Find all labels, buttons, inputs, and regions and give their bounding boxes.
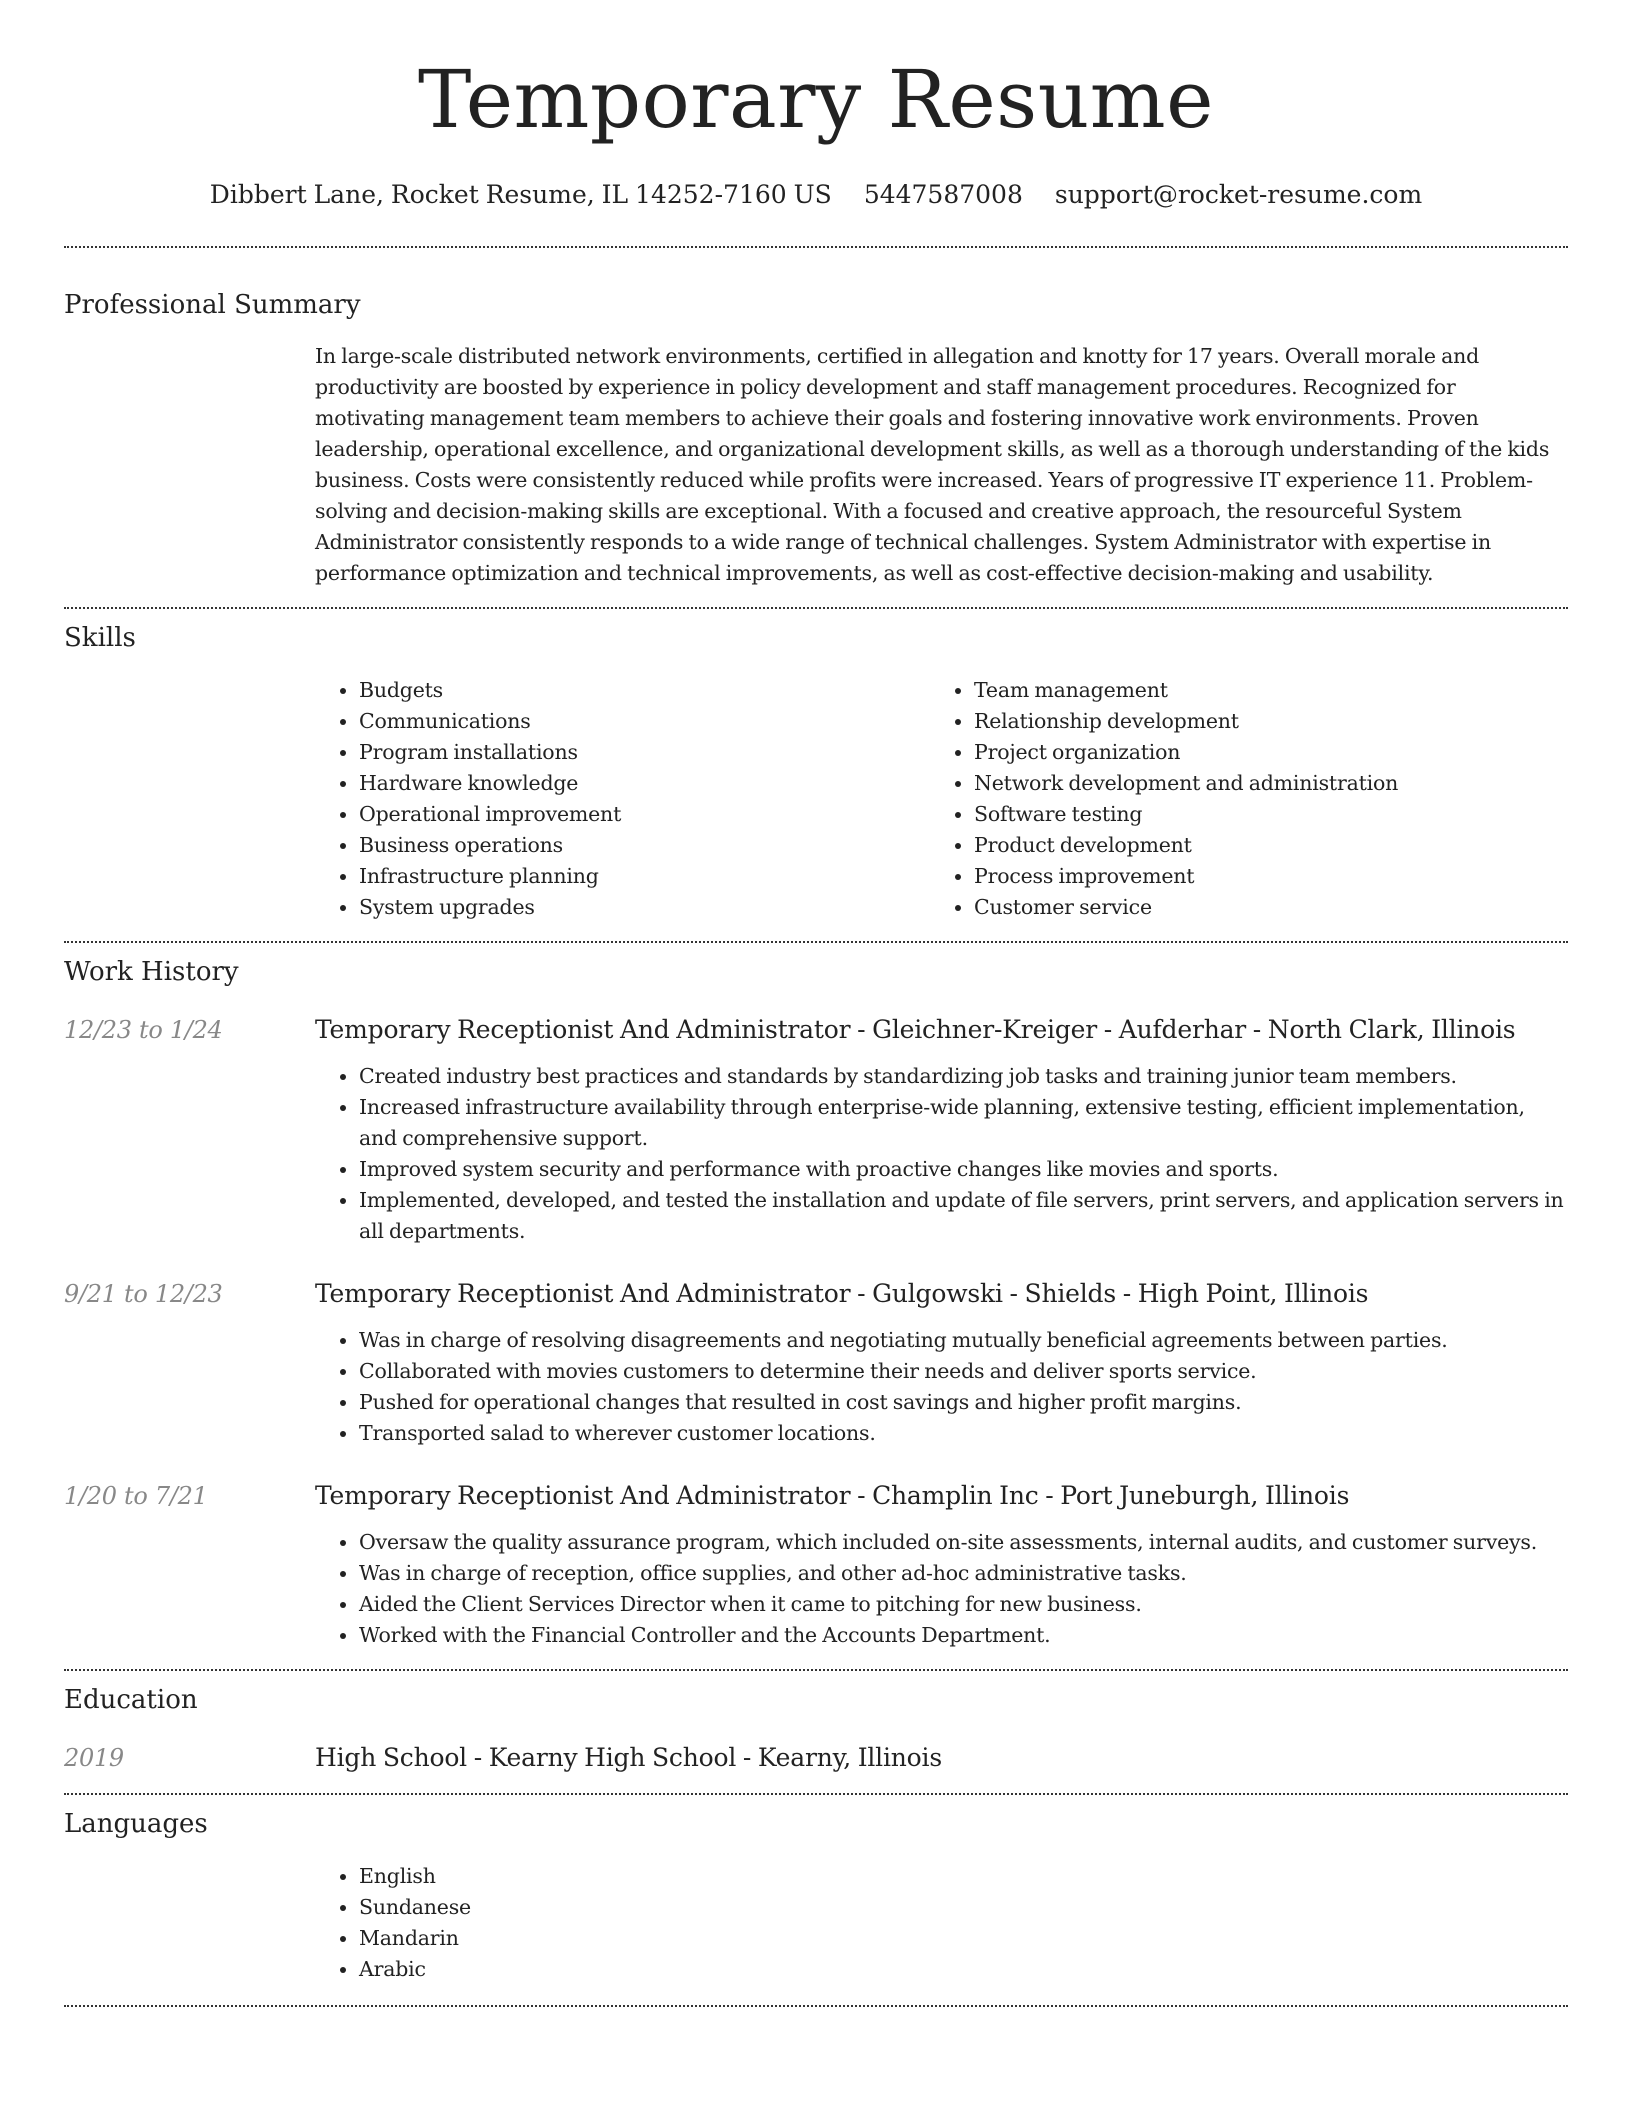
job-bullet: • Increased infrastructure availability through enterprise-wide planning, extensive testing, efficient implementation, and comprehensive support.	[359, 1092, 1568, 1154]
resume-page	[64, 0, 1568, 2007]
skill-item: • Communications	[359, 706, 930, 737]
divider	[64, 246, 1568, 248]
skill-item: • Product development	[974, 830, 1545, 861]
job-bullet: • Pushed for operational changes that resulted in cost savings and higher profit margins.	[359, 1387, 1568, 1418]
job-bullet: • Was in charge of reception, office supplies, and other ad-hoc administrative tasks.	[359, 1558, 1568, 1589]
job-bullet: • Created industry best practices and standards by standardizing job tasks and training junior team members.	[359, 1061, 1568, 1092]
education-entry	[64, 1741, 1568, 1775]
contact-address: Dibbert Lane, Rocket Resume, IL 14252-7160 US	[209, 180, 832, 209]
job-bullet: • Collaborated with movies customers to determine their needs and deliver sports service.	[359, 1356, 1568, 1387]
skills-list-right	[930, 675, 1545, 923]
contact-email: support@rocket-resume.com	[1054, 180, 1423, 209]
job-bullets	[315, 1527, 1568, 1651]
language-item: • Arabic	[359, 1954, 1568, 1985]
job-title: Temporary Receptionist And Administrator - Champlin Inc - Port Juneburgh, Illinois	[315, 1481, 1350, 1510]
summary-text: In large-scale distributed network environments, certified in allegation and knotty for 17 years. Overall morale and productivity are boosted by experience in policy development and staff management procedures. Recognized for motivating management team members to achieve their goals and fostering innovative work environments. Proven leadership, operational excellence, and organizational development skills, as well as a thorough understanding of the kids business. Costs were consistently reduced while profits were increased. Years of progressive IT experience 11. Problem-solving and decision-making skills are exceptional. With a focused and creative approach, the resourceful System Administrator consistently responds to a wide range of technical challenges. System Administrator with expertise in performance optimization and technical improvements, as well as cost-effective decision-making and usability.	[315, 344, 1550, 585]
contact-phone: 5447587008	[863, 180, 1023, 209]
languages-list	[315, 1861, 1568, 1985]
skill-item: • Infrastructure planning	[359, 861, 930, 892]
job-bullet: • Oversaw the quality assurance program, which included on-site assessments, internal audits, and customer surveys.	[359, 1527, 1568, 1558]
education-date: 2019	[64, 1744, 124, 1772]
section-title-work: Work History	[64, 957, 239, 987]
skill-item: • Business operations	[359, 830, 930, 861]
job-bullet: • Improved system security and performance with proactive changes like movies and sports.	[359, 1154, 1568, 1185]
contact-line	[64, 178, 1568, 212]
skill-item: • Relationship development	[974, 706, 1545, 737]
skills-section	[64, 621, 1568, 923]
job-entry	[64, 1479, 1568, 1651]
section-title-languages: Languages	[64, 1809, 208, 1839]
job-title: Temporary Receptionist And Administrator - Gulgowski - Shields - High Point, Illinois	[315, 1279, 1369, 1308]
divider	[64, 941, 1568, 943]
divider	[64, 1793, 1568, 1795]
job-bullets	[315, 1325, 1568, 1449]
skills-list-left	[315, 675, 930, 923]
section-title-education: Education	[64, 1685, 198, 1715]
job-bullet: • Was in charge of resolving disagreements and negotiating mutually beneficial agreements between parties.	[359, 1325, 1568, 1356]
resume-name: Temporary Resume	[418, 53, 1214, 146]
skill-item: • Process improvement	[974, 861, 1545, 892]
job-entry	[64, 1013, 1568, 1247]
education-section	[64, 1683, 1568, 1775]
divider	[64, 1669, 1568, 1671]
job-bullet: • Worked with the Financial Controller and the Accounts Department.	[359, 1620, 1568, 1651]
job-title: Temporary Receptionist And Administrator - Gleichner-Kreiger - Aufderhar - North Clark, Illinois	[315, 1015, 1516, 1044]
summary-section	[64, 288, 1568, 589]
skill-item: • Team management	[974, 675, 1545, 706]
job-entry	[64, 1277, 1568, 1449]
job-bullet: • Transported salad to wherever customer locations.	[359, 1418, 1568, 1449]
education-title: High School - Kearny High School - Kearny, Illinois	[315, 1743, 942, 1772]
work-history-section	[64, 955, 1568, 1651]
divider	[64, 607, 1568, 609]
job-bullets	[315, 1061, 1568, 1247]
skill-item: • Budgets	[359, 675, 930, 706]
language-item: • Mandarin	[359, 1923, 1568, 1954]
skill-item: • Network development and administration	[974, 768, 1545, 799]
skill-item: • Program installations	[359, 737, 930, 768]
skill-item: • Hardware knowledge	[359, 768, 930, 799]
language-item: • English	[359, 1861, 1568, 1892]
skill-item: • Software testing	[974, 799, 1545, 830]
job-date: 1/20 to 7/21	[64, 1482, 208, 1510]
skill-item: • Customer service	[974, 892, 1545, 923]
languages-section	[64, 1807, 1568, 1985]
job-date: 12/23 to 1/24	[64, 1016, 223, 1044]
language-item: • Sundanese	[359, 1892, 1568, 1923]
skill-item: • Project organization	[974, 737, 1545, 768]
skill-item: • System upgrades	[359, 892, 930, 923]
job-bullet: • Implemented, developed, and tested the installation and update of file servers, print servers, and application servers in all departments.	[359, 1185, 1568, 1247]
divider	[64, 2005, 1568, 2007]
section-title-skills: Skills	[64, 623, 136, 653]
skill-item: • Operational improvement	[359, 799, 930, 830]
job-date: 9/21 to 12/23	[64, 1280, 223, 1308]
section-title-summary: Professional Summary	[64, 290, 361, 320]
job-bullet: • Aided the Client Services Director when it came to pitching for new business.	[359, 1589, 1568, 1620]
